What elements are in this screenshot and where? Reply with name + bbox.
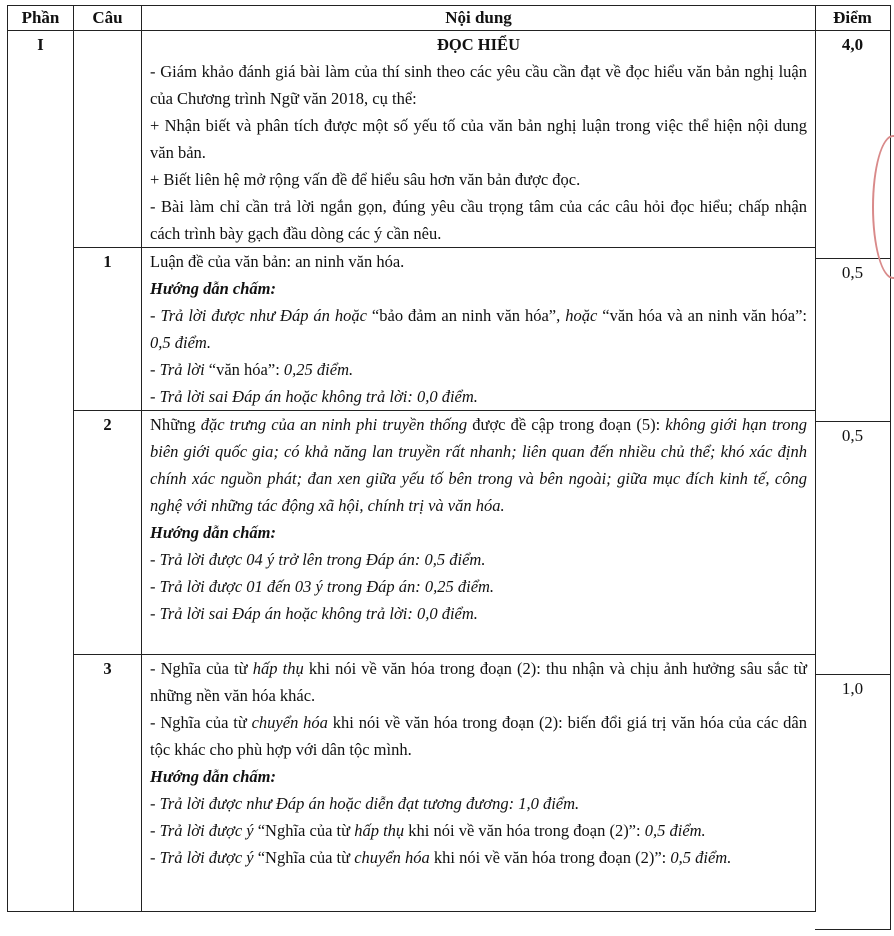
q2-guide-label: Hướng dẫn chấm: [150, 523, 277, 542]
intro-line: - Bài làm chỉ cần trả lời ngắn gọn, đúng yêu cầu trọng tâm của các câu hỏi đọc hiểu; chấp nhận cách trình bày gạch đầu dòng các ý cần nêu. [150, 197, 807, 243]
q1-guide-3: - Trả lời sai Đáp án hoặc không trả lời: 0,0 điểm. [150, 387, 478, 406]
q2-answer: Những đặc trưng của an ninh phi truyền thống được đề cập trong đoạn (5): không giới hạn trong biên giới quốc gia; có khả năng lan truyền rất nhanh; liên quan đến nhiều chủ thể; khó xác định chính xác nguồn phát; đan xen giữa yếu tố bên trong và bên ngoài; giữa mục đích kinh tế, công nghệ với những tác động xã hội, chính trị và văn hóa. [150, 415, 807, 515]
q2-guide-2: - Trả lời được 01 đến 03 ý trong Đáp án: 0,25 điểm. [150, 577, 495, 596]
q2-content [142, 411, 816, 655]
q2-score: 0,5 [815, 421, 891, 675]
q1-guide-1: - Trả lời được như Đáp án hoặc “bảo đảm an ninh văn hóa”, hoặc “văn hóa và an ninh văn hóa”: 0,5 điểm. [150, 306, 807, 352]
q1-num: 1 [74, 248, 142, 411]
q3-row [8, 655, 816, 912]
grading-table [7, 5, 816, 912]
q2-row [8, 411, 816, 655]
q3-answer-1: - Nghĩa của từ hấp thụ khi nói về văn hóa trong đoạn (2): thu nhận và chịu ảnh hưởng sâu sắc từ những nền văn hóa khác. [150, 659, 807, 705]
q3-guide-label: Hướng dẫn chấm: [150, 767, 277, 786]
header-noi-dung: Nội dung [142, 6, 816, 31]
section-cau-empty [74, 31, 142, 248]
q3-num: 3 [74, 655, 142, 912]
header-cau: Câu [74, 6, 142, 31]
q1-guide-label: Hướng dẫn chấm: [150, 279, 277, 298]
q1-guide-2: - Trả lời “văn hóa”: 0,25 điểm. [150, 360, 354, 379]
q2-num: 2 [74, 411, 142, 655]
q3-score: 1,0 [815, 674, 891, 930]
header-phan: Phần [8, 6, 74, 31]
q3-content [142, 655, 816, 912]
header-diem: Điểm [815, 5, 891, 31]
q1-score: 0,5 [815, 258, 891, 422]
q3-guide-1: - Trả lời được như Đáp án hoặc diễn đạt tương đương: 1,0 điểm. [150, 794, 580, 813]
section-score: 4,0 [815, 30, 891, 259]
q2-guide-1: - Trả lời được 04 ý trở lên trong Đáp án: 0,5 điểm. [150, 550, 486, 569]
q3-answer-2: - Nghĩa của từ chuyển hóa khi nói về văn hóa trong đoạn (2): biến đổi giá trị văn hóa của các dân tộc khác cho phù hợp với dân tộc mình. [150, 713, 807, 759]
header-row [8, 6, 816, 31]
q3-guide-2: - Trả lời được ý “Nghĩa của từ hấp thụ khi nói về văn hóa trong đoạn (2)”: 0,5 điểm. [150, 821, 706, 840]
section-title: ĐỌC HIỂU [437, 35, 520, 54]
section-phan: I [8, 31, 74, 912]
q2-guide-3: - Trả lời sai Đáp án hoặc không trả lời: 0,0 điểm. [150, 604, 478, 623]
q1-row [8, 248, 816, 411]
q1-answer: Luận đề của văn bản: an ninh văn hóa. [150, 252, 405, 271]
intro-line: + Biết liên hệ mở rộng vấn đề để hiểu sâu hơn văn bản được đọc. [150, 170, 581, 189]
section-content [142, 31, 816, 248]
q3-guide-3: - Trả lời được ý “Nghĩa của từ chuyển hóa khi nói về văn hóa trong đoạn (2)”: 0,5 điểm. [150, 848, 732, 867]
q1-content [142, 248, 816, 411]
intro-line: - Giám khảo đánh giá bài làm của thí sinh theo các yêu cầu cần đạt về đọc hiểu văn bản nghị luận của Chương trình Ngữ văn 2018, cụ thể: [150, 62, 807, 108]
section-row [8, 31, 816, 248]
intro-line: + Nhận biết và phân tích được một số yếu tố của văn bản nghị luận trong việc thể hiện nội dung văn bản. [150, 116, 807, 162]
